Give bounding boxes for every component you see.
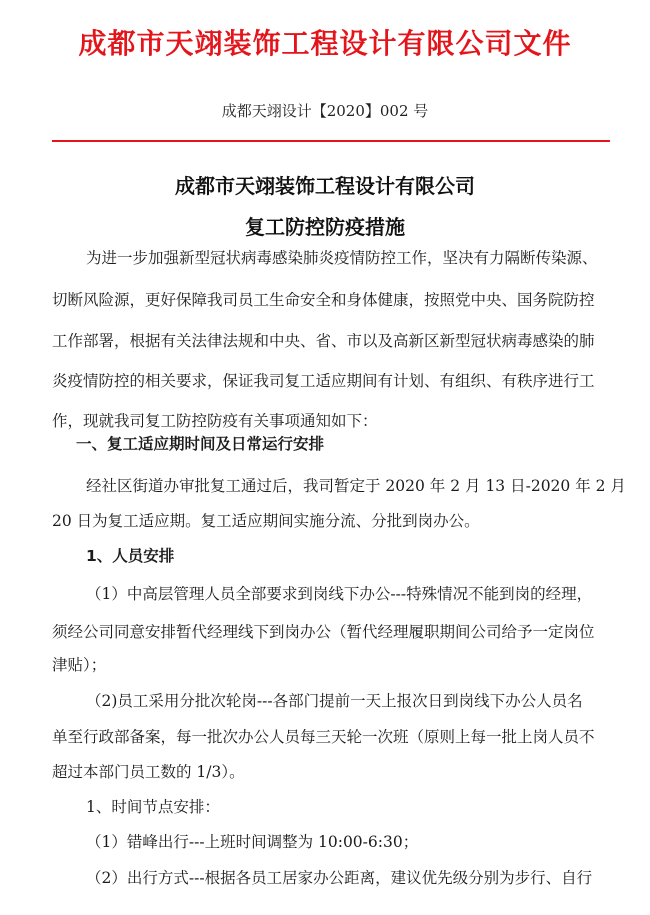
paragraph-line: 20 日为复工适应期。复工适应期间实施分流、分批到岗办公。 <box>52 512 480 530</box>
paragraph-line: 津贴）； <box>52 656 107 674</box>
paragraph-line: （1）中高层管理人员全部要求到岗线下办公---特殊情况不能到岗的经理， <box>86 585 593 603</box>
subsection-heading: 1、时间节点安排： <box>86 798 220 816</box>
section-heading: 一、复工适应期时间及日常运行安排 <box>76 435 325 453</box>
document-header-title: 成都市天翊装饰工程设计有限公司文件 <box>78 27 572 60</box>
red-header-rule <box>52 140 610 142</box>
document-title-company: 成都市天翊装饰工程设计有限公司 <box>175 174 475 198</box>
document-title-subject: 复工防控防疫措施 <box>245 215 405 239</box>
paragraph-line: （2）出行方式---根据各员工居家办公距离，建议优先级分别为步行、自行 <box>86 869 593 887</box>
paragraph-line: 单至行政部备案，每一批次办公人员每三天轮一次班（原则上每一批上岗人员不 <box>52 728 595 746</box>
paragraph-line: 切断风险源，更好保障我司员工生命安全和身体健康，按照党中央、国务院防控 <box>52 291 595 309</box>
paragraph-line: 作，现就我司复工防控防疫有关事项通知如下： <box>52 412 378 430</box>
paragraph-line: 经社区街道办审批复工通过后，我司暂定于 2020 年 2 月 13 日-2020 年 2 月 <box>86 477 626 495</box>
paragraph-line: （1）错峰出行---上班时间调整为 10:00-6:30； <box>86 833 419 851</box>
paragraph-line: 超过本部门员工数的 1/3）。 <box>52 763 245 781</box>
subsection-heading: 1、人员安排 <box>86 547 175 565</box>
paragraph-line: 为进一步加强新型冠状病毒感染肺炎疫情防控工作，坚决有力隔断传染源、 <box>86 249 598 267</box>
paragraph-line: （2)员工采用分批次轮岗---各部门提前一天上报次日到岗线下办公人员名 <box>86 692 583 710</box>
paragraph-line: 工作部署，根据有关法律法规和中央、省、市以及高新区新型冠状病毒感染的肺 <box>52 332 595 350</box>
document-number: 成都天翊设计【2020】002 号 <box>221 102 429 120</box>
paragraph-line: 炎疫情防控的相关要求，保证我司复工适应期间有计划、有组织、有秩序进行工 <box>52 372 595 390</box>
paragraph-line: 须经公司同意安排暂代经理线下到岗办公（暂代经理履职期间公司给予一定岗位 <box>52 623 595 641</box>
